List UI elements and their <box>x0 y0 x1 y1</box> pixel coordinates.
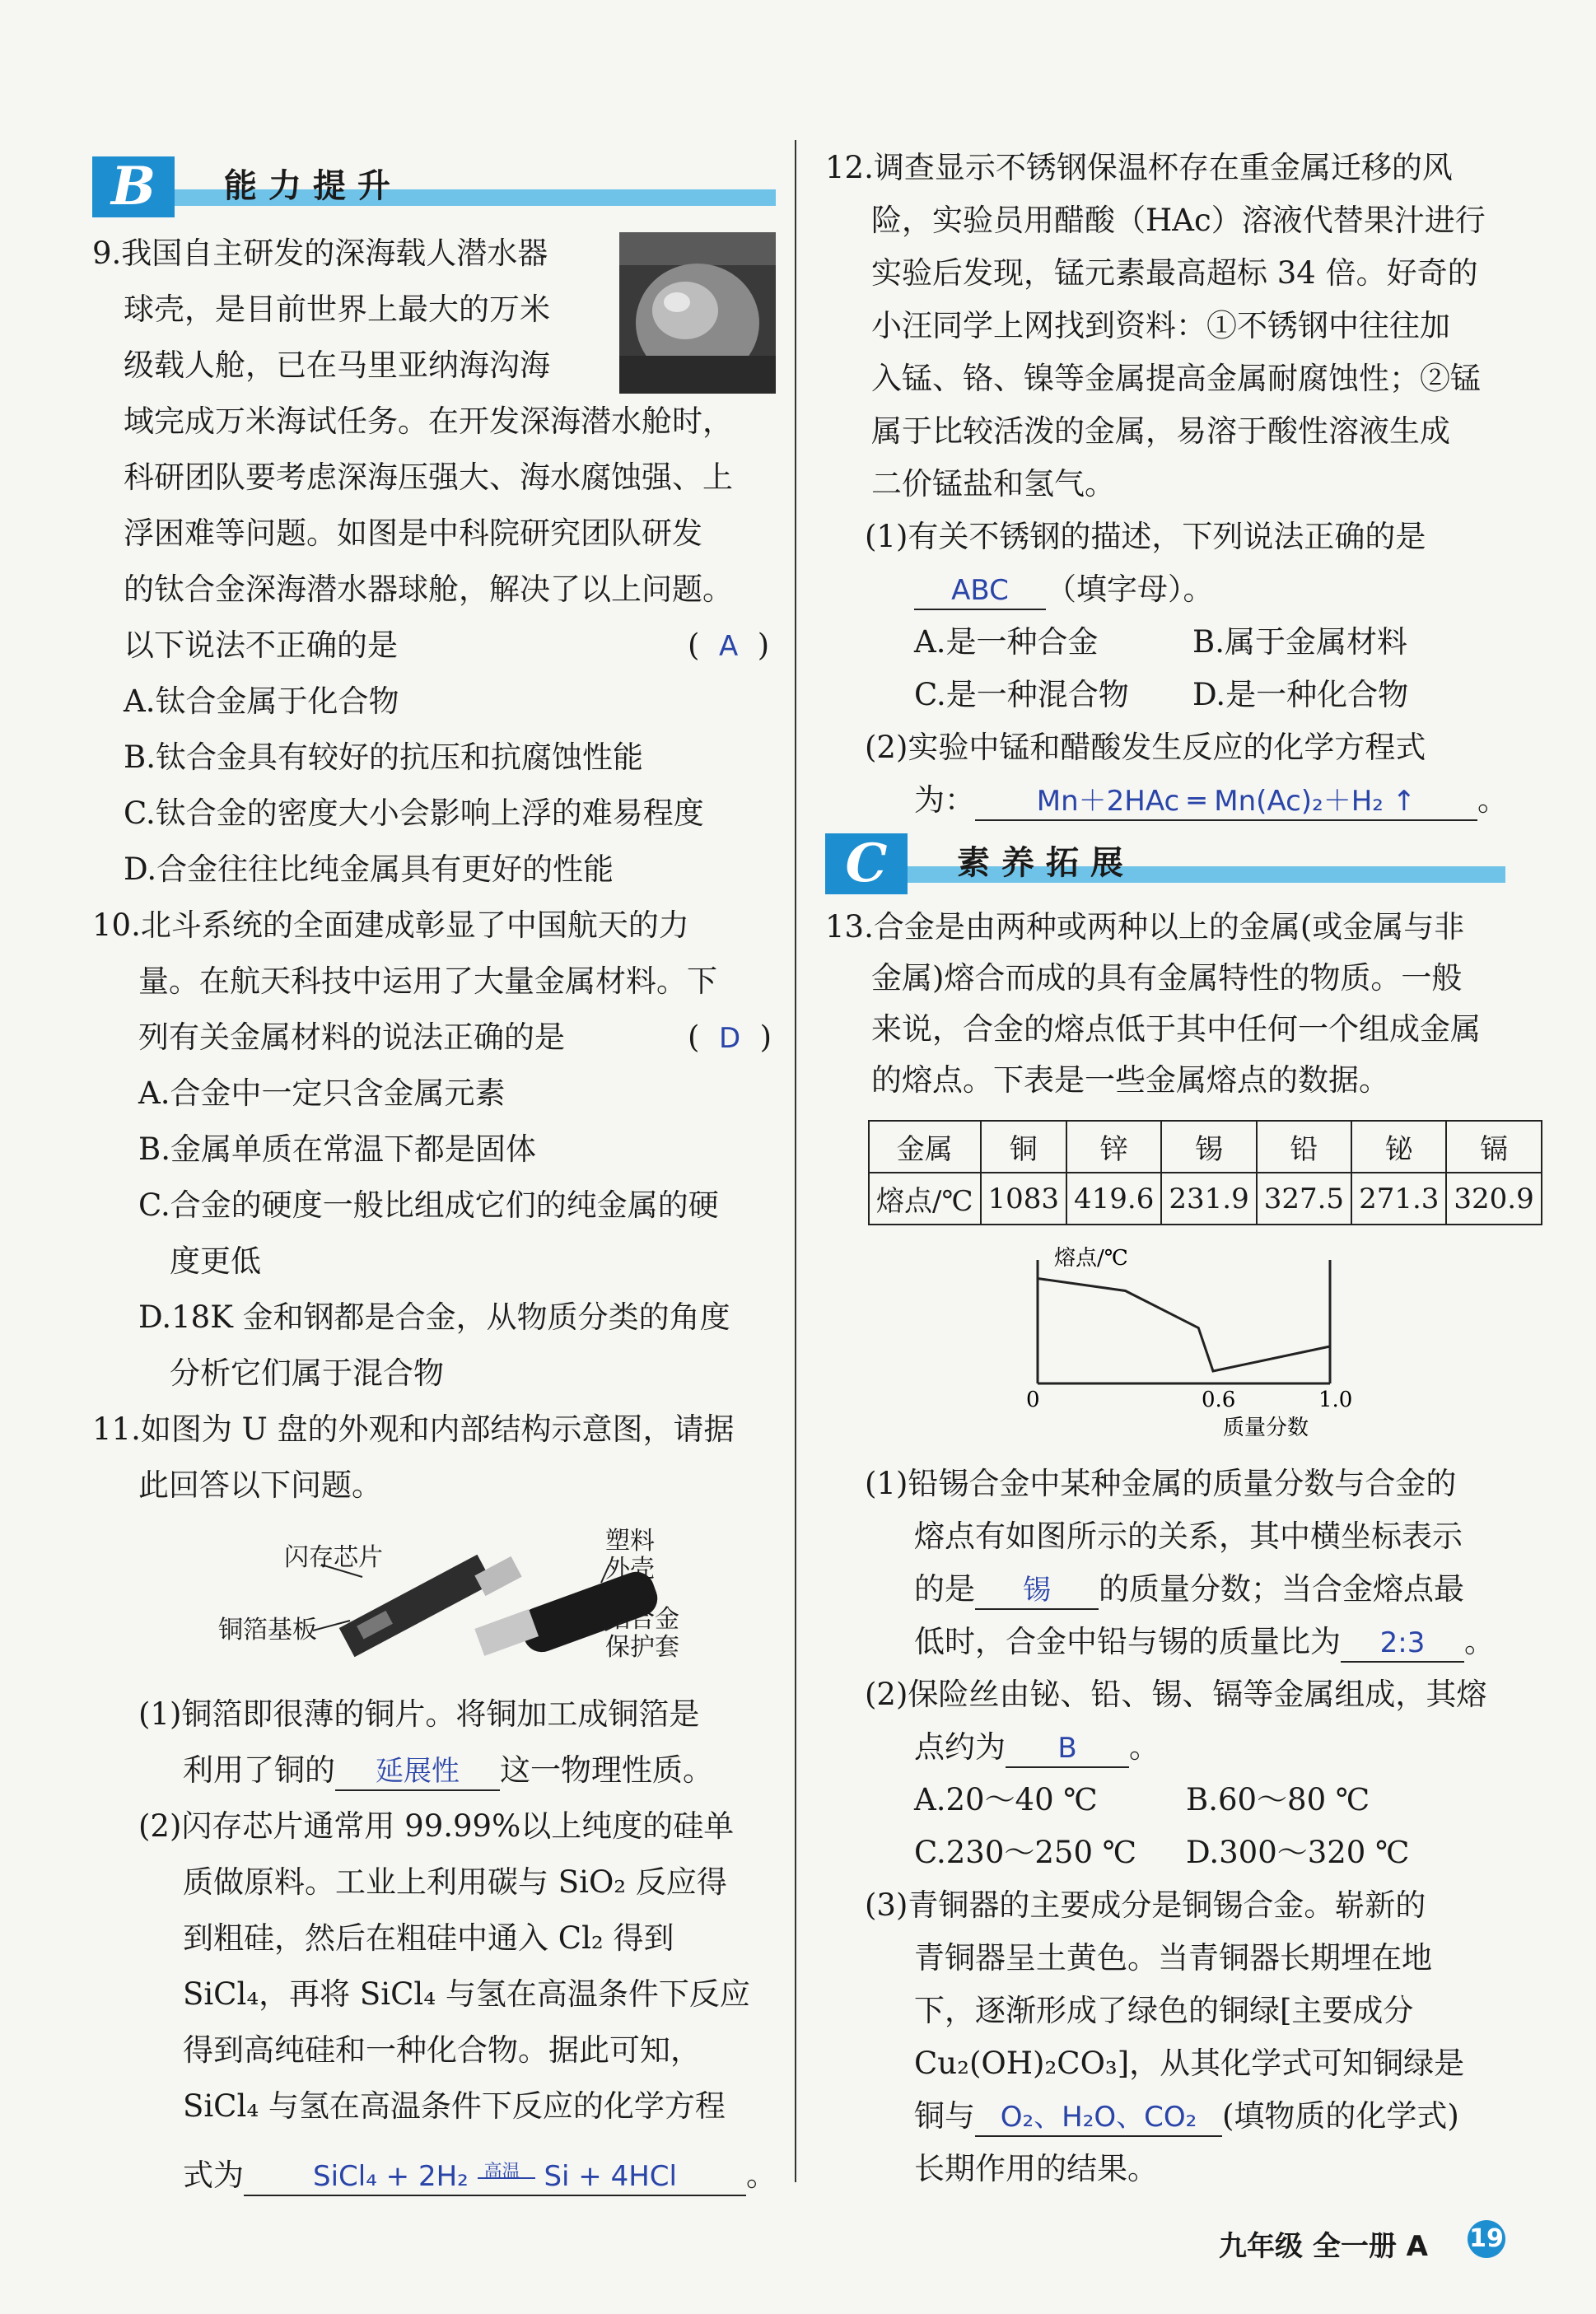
q12-line: 小汪同学上网找到资料：①不锈钢中往往加 <box>871 308 1450 343</box>
q10-line: 量。在航天科技中运用了大量金属材料。下 <box>138 963 717 999</box>
q12-line: 二价锰盐和氢气。 <box>871 466 1115 502</box>
q13-line: 13.合金是由两种或两种以上的金属(或金属与非 <box>825 909 1465 945</box>
q11-p2-text: 式为 <box>183 2158 244 2193</box>
q11-p2-line: 到粗硅，然后在粗硅中通入 Cl₂ 得到 <box>183 1920 674 1956</box>
q13-line: 来说，合金的熔点低于其中任何一个组成金属 <box>871 1011 1481 1047</box>
q9-line: 9.我国自主研发的深海载人潜水器 <box>92 236 548 271</box>
q13-p1-text: 的是 <box>914 1571 975 1607</box>
q12-line: 入锰、铬、镍等金属提高金属耐腐蚀性；②锰 <box>871 361 1481 396</box>
equation-condition: 高温 <box>483 2161 520 2182</box>
melting-point-chart <box>1005 1243 1367 1449</box>
table-row <box>869 1173 1542 1225</box>
equation-left: SiCl₄ + 2H₂ <box>313 2160 469 2193</box>
q9-line: 以下说法不正确的是 <box>124 627 398 663</box>
q10-line: 列有关金属材料的说法正确的是 <box>138 1019 565 1055</box>
q10-option-d: D.18K 金和钢都是合金，从物质分类的角度 <box>138 1299 730 1335</box>
q13-p2-line <box>914 1729 1160 1768</box>
label-aluminum-cover: 铝合金 保护套 <box>605 1605 679 1662</box>
q9-option-b: B.钛合金具有较好的抗压和抗腐蚀性能 <box>124 739 643 775</box>
section-c-badge: C <box>825 833 908 894</box>
q12-p2-line: (2)实验中锰和醋酸发生反应的化学方程式 <box>865 730 1426 765</box>
q13-p1-text: 低时，合金中铅与锡的质量比为 <box>914 1624 1341 1659</box>
q13-p2-text: 点约为 <box>914 1729 1006 1765</box>
q13-p2-option-c: C.230～250 ℃ <box>914 1835 1137 1870</box>
q9-line: 球壳，是目前世界上最大的万米 <box>124 292 550 327</box>
q13-p3-line: 长期作用的结果。 <box>914 2151 1158 2186</box>
q11-line: 此回答以下问题。 <box>138 1467 382 1503</box>
q13-p1-line <box>914 1571 1464 1610</box>
q9-line: 域完成万米海试任务。在开发深海潜水舱时， <box>124 404 733 439</box>
section-b-title: 能力提升 <box>224 167 402 205</box>
q12-p2-end: 。 <box>1477 782 1508 818</box>
q12-line: 险，实验员用醋酸（HAc）溶液代替果汁进行 <box>871 203 1486 238</box>
q9-answer: A <box>718 630 739 663</box>
q9-line: 科研团队要考虑深海压强大、海水腐蚀强、上 <box>124 460 733 495</box>
q13-p2-line: (2)保险丝由铋、铅、锡、镉等金属组成，其熔 <box>865 1677 1487 1712</box>
table-header-row <box>869 1121 1542 1173</box>
q12-option-c: C.是一种混合物 <box>914 677 1129 712</box>
q11-p2-line: 质做原料。工业上利用碳与 SiO₂ 反应得 <box>183 1864 727 1900</box>
q13-p2-option-a: A.20～40 ℃ <box>914 1782 1098 1817</box>
banner-bar <box>825 866 1505 883</box>
q11-p1-text: 利用了铜的 <box>183 1752 335 1788</box>
q13-p2-option-d: D.300～320 ℃ <box>1186 1835 1410 1870</box>
q13-p1-answer1: 锡 <box>975 1572 1099 1610</box>
q13-p1-text: 。 <box>1464 1624 1495 1659</box>
x-tick-label: 0 <box>1026 1388 1040 1412</box>
q12-p2-answer: Mn＋2HAc ═ Mn(Ac)₂＋H₂ ↑ <box>975 783 1477 821</box>
q13-p3-line: (3)青铜器的主要成分是铜锡合金。崭新的 <box>865 1887 1426 1923</box>
q9-option-c: C.钛合金的密度大小会影响上浮的难易程度 <box>124 795 704 831</box>
q11-p1-line <box>183 1752 713 1791</box>
q13-p1-text: 的质量分数；当合金熔点最 <box>1099 1571 1464 1607</box>
q13-p2-answer: B <box>1006 1730 1129 1768</box>
q13-p2-option-b: B.60～80 ℃ <box>1186 1782 1370 1817</box>
q12-line: 12.调查显示不锈钢保温杯存在重金属迁移的风 <box>825 150 1453 185</box>
table-cell: 271.3 <box>1351 1173 1446 1225</box>
q9-line: 的钛合金深海潜水器球舱，解决了以上问题。 <box>124 572 733 607</box>
table-cell: 镉 <box>1446 1121 1541 1173</box>
table-cell: 327.5 <box>1257 1173 1351 1225</box>
q10-option-c: C.合金的硬度一般比组成它们的纯金属的硬 <box>138 1187 719 1223</box>
section-b-banner <box>92 156 776 217</box>
q13-p2-text: 。 <box>1129 1729 1160 1765</box>
q12-p2-answer-line <box>914 782 1508 821</box>
q10-line: 10.北斗系统的全面建成彰显了中国航天的力 <box>92 907 689 943</box>
q13-p3-text: 铜与 <box>914 2098 975 2134</box>
table-cell: 铜 <box>981 1121 1067 1173</box>
equation-right: Si + 4HCl <box>544 2160 677 2193</box>
q13-p1-answer2: 2:3 <box>1341 1625 1464 1663</box>
q13-line: 金属)熔合而成的具有金属特性的物质。一般 <box>871 960 1463 996</box>
q10-option-b: B.金属单质在常温下都是固体 <box>138 1131 536 1167</box>
q12-option-b: B.属于金属材料 <box>1192 624 1407 660</box>
q13-p1-line: (1)铅锡合金中某种金属的质量分数与合金的 <box>865 1466 1457 1501</box>
column-divider <box>795 140 796 2182</box>
melting-point-table <box>868 1120 1542 1225</box>
label-plastic-shell: 塑料 外壳 <box>605 1527 655 1584</box>
q13-p3-line: Cu₂(OH)₂CO₃]，从其化学式可知铜绿是 <box>914 2046 1465 2081</box>
table-cell: 铅 <box>1257 1121 1351 1173</box>
table-cell: 320.9 <box>1446 1173 1541 1225</box>
q10-option-a: A.合金中一定只含金属元素 <box>138 1075 506 1111</box>
table-cell: 铋 <box>1351 1121 1446 1173</box>
table-cell: 419.6 <box>1066 1173 1161 1225</box>
q13-p3-line: 下，逐渐形成了绿色的铜绿[主要成分 <box>914 1993 1414 2028</box>
q11-p2-line: SiCl₄ 与氢在高温条件下反应的化学方程 <box>183 2088 726 2124</box>
banner-bar <box>92 189 776 206</box>
footer-grade: 九年级 全一册 A <box>1219 2230 1428 2263</box>
q10-answer-bracket: ( D ) <box>688 1019 772 1055</box>
q12-line: 实验后发现，锰元素最高超标 34 倍。好奇的 <box>871 255 1478 291</box>
q13-p3-line <box>914 2098 1459 2137</box>
q13-p3-answer: O₂、H₂O、CO₂ <box>975 2099 1222 2137</box>
q13-p1-line: 熔点有如图所示的关系，其中横坐标表示 <box>914 1519 1463 1554</box>
q12-p1-tail: （填字母）。 <box>1046 572 1214 607</box>
x-tick-label: 0.6 <box>1202 1388 1236 1412</box>
label-copper-board: 铜箔基板 <box>218 1616 317 1645</box>
q11-p2-line: (2)闪存芯片通常用 99.99%以上纯度的硅单 <box>138 1808 735 1844</box>
q10-answer: D <box>718 1022 741 1055</box>
q13-p1-line <box>914 1624 1495 1663</box>
q11-p2-line: 得到高纯硅和一种化合物。据此可知， <box>183 2032 701 2068</box>
section-c-title: 素养拓展 <box>957 844 1135 882</box>
q12-p2-prefix: 为： <box>914 782 975 818</box>
q13-p3-line: 青铜器呈土黄色。当青铜器长期埋在地 <box>914 1940 1432 1976</box>
q12-line: (1)有关不锈钢的描述，下列说法正确的是 <box>865 519 1426 554</box>
q12-line: 属于比较活泼的金属，易溶于酸性溶液生成 <box>871 413 1450 449</box>
q9-line: 浮困难等问题。如图是中科院研究团队研发 <box>124 516 702 551</box>
q13-line: 的熔点。下表是一些金属熔点的数据。 <box>871 1062 1389 1098</box>
q12-p1-answer: ABC <box>914 572 1046 610</box>
q12-p1-answer-line <box>914 572 1214 610</box>
table-cell: 金属 <box>869 1121 981 1173</box>
table-cell: 锌 <box>1066 1121 1161 1173</box>
q10-option-c-cont: 度更低 <box>170 1243 261 1279</box>
q11-p1-text: 这一物理性质。 <box>500 1752 713 1788</box>
page-number: 19 <box>1468 2220 1505 2258</box>
x-tick-label: 1.0 <box>1318 1388 1353 1412</box>
q9-option-a: A.钛合金属于化合物 <box>124 683 399 719</box>
q12-option-d: D.是一种化合物 <box>1192 677 1409 712</box>
table-cell: 1083 <box>981 1173 1067 1225</box>
q13-p3-text: (填物质的化学式) <box>1222 2098 1459 2134</box>
q10-option-d-cont: 分析它们属于混合物 <box>170 1355 444 1391</box>
q9-answer-bracket: ( A ) <box>688 627 770 663</box>
table-cell: 231.9 <box>1161 1173 1256 1225</box>
q11-p1-line: (1)铜箔即很薄的铜片。将铜加工成铜箔是 <box>138 1696 700 1732</box>
table-cell: 锡 <box>1161 1121 1256 1173</box>
section-c-banner <box>825 833 1505 894</box>
q11-p2-line: 式为 SiCl₄ + 2H₂ 高温 Si + 4HCl 。 <box>183 2158 777 2196</box>
section-b-badge: B <box>92 156 175 217</box>
table-cell: 熔点/℃ <box>869 1173 981 1225</box>
melting-curve <box>1038 1279 1330 1372</box>
q11-p1-answer: 延展性 <box>335 1753 500 1791</box>
equation-arrow <box>478 2161 535 2182</box>
chart-ylabel: 熔点/℃ <box>1054 1246 1128 1271</box>
q12-option-a: A.是一种合金 <box>914 624 1099 660</box>
q9-option-d: D.合金往往比纯金属具有更好的性能 <box>124 851 614 887</box>
q9-line: 级载人舱，已在马里亚纳海沟海 <box>124 348 550 383</box>
chart-xlabel: 质量分数 <box>1223 1416 1309 1440</box>
submersible-sphere-photo <box>619 232 776 394</box>
q11-line: 11.如图为 U 盘的外观和内部结构示意图，请据 <box>92 1411 735 1447</box>
q11-p2-answer <box>244 2158 746 2196</box>
q11-p2-line: SiCl₄，再将 SiCl₄ 与氢在高温条件下反应 <box>183 1976 750 2012</box>
label-flash-chip: 闪存芯片 <box>284 1543 383 1572</box>
